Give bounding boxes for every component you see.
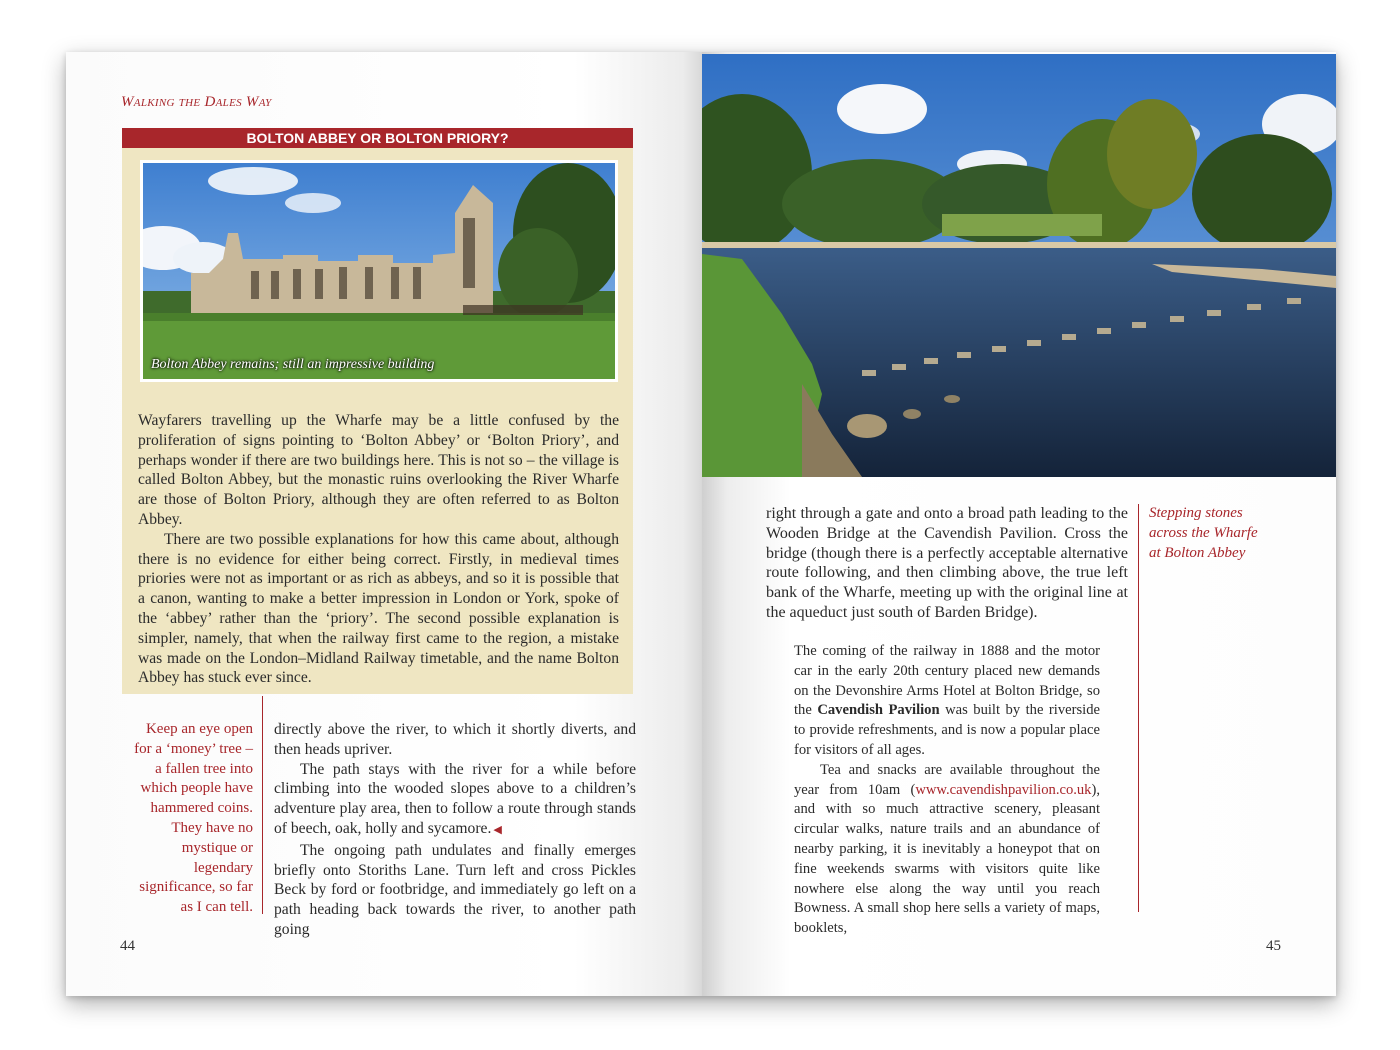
inset-paragraph — [794, 761, 1100, 939]
panel-paragraph: Wayfarers travelling up the Wharfe may be a little confused by the proliferation of signs pointing to ‘Bolton Abbey’ or ‘Bolton Priory’, and perhaps wonder if there are two buildings here. This is not so – the village is called Bolton Abbey, but the monastic ruins overlooking the River Wharfe are those of Bolton Priory, although they are often referred to as Bolton Abbey. — [138, 412, 619, 528]
inset-bold-term: Cavendish Pavilion — [817, 702, 940, 719]
margin-rule — [1138, 504, 1139, 912]
book-spread — [66, 52, 1336, 996]
body-text: right through a gate and onto a broad path leading to the Wooden Bridge at the Cavendish Pavilion. Cross the bridge (though there is a perfectly acceptable alternative route following, and then climbing above, the true left bank of the Wharfe, meeting up with the original line at the aqueduct just south of Barden Bridge). — [766, 505, 1128, 621]
panel-title: BOLTON ABBEY OR BOLTON PRIORY? — [122, 128, 633, 148]
inset-text: Tea and snacks are available throughout the year from 10am ( — [794, 761, 1100, 798]
margin-rule — [262, 696, 263, 914]
inset-text: was built by the riverside to provide refreshments, and is now a popular place for visitors of all ages. — [794, 702, 1100, 758]
left-page — [66, 52, 702, 996]
body-paragraph: The ongoing path undulates and finally emerges briefly onto Storiths Lane. Turn left and cross Pickles Beck by ford or footbridge, and immediately go left on a path heading back towards the river, to another path going — [274, 841, 636, 938]
body-paragraph — [274, 760, 636, 841]
stepping-stones-photo — [702, 54, 1336, 477]
abbey-photo-frame — [140, 160, 618, 382]
section-end-icon: ◀ — [493, 823, 502, 836]
right-page — [702, 52, 1336, 996]
inset-text: ), and with so much attractive scenery, pleasant circular walks, nature trails and an abundance of nearby parking, it is inevitably a honeypot that on fine weekends swarms with visitors quite like nowhere else along the way until you reach Bowness. A small shop here sells a variety of maps, booklets, — [794, 781, 1100, 937]
inset-paragraph — [794, 642, 1100, 761]
panel-paragraph: There are two possible explanations for how this came about, although there is no evidence for either being correct. Firstly, in medieval times priories were not as important or as rich as abbeys, and so it is possible that a canon, wanting to make a better impression in London or York, spoke of the ‘abbey’ rather than the ‘priory’. The second possible explanation is simpler, namely, that when the railway first came to the region, a mistake was made on the London–Midland Railway timetable, and the name Bolton Abbey has stuck ever since. — [138, 530, 619, 687]
body-paragraph-text: The path stays with the river for a while before climbing into the wooded slopes above to a children’s adventure play area, then to follow a route through stands of beech, oak, holly and sycamore. — [274, 760, 636, 837]
photo-caption: Bolton Abbey remains; still an impressive building — [151, 357, 435, 372]
feature-panel — [122, 128, 633, 694]
running-head: Walking the Dales Way — [121, 94, 272, 110]
inset-text: The coming of the railway in 1888 and the motor car in the early 20th century placed new demands on the Devonshire Arms Hotel at Bolton Bridge, so the — [794, 643, 1100, 719]
inset-box — [794, 642, 1100, 939]
page-number: 44 — [120, 938, 135, 954]
body-text — [274, 720, 636, 940]
photo-caption-note: Stepping stones across the Wharfe at Bolton Abbey — [1149, 505, 1258, 561]
page-number: 45 — [1266, 938, 1281, 954]
abbey-photo — [143, 163, 615, 379]
margin-note: Keep an eye open for a ‘money’ tree – a fallen tree into which people have hammered coins. They have no mystique or legendary significance, so far as I can tell. — [134, 721, 253, 916]
body-paragraph: directly above the river, to which it shortly diverts, and then heads upriver. — [274, 721, 636, 758]
website-link[interactable]: www.cavendishpavilion.co.uk — [915, 781, 1092, 798]
panel-text — [138, 411, 619, 688]
